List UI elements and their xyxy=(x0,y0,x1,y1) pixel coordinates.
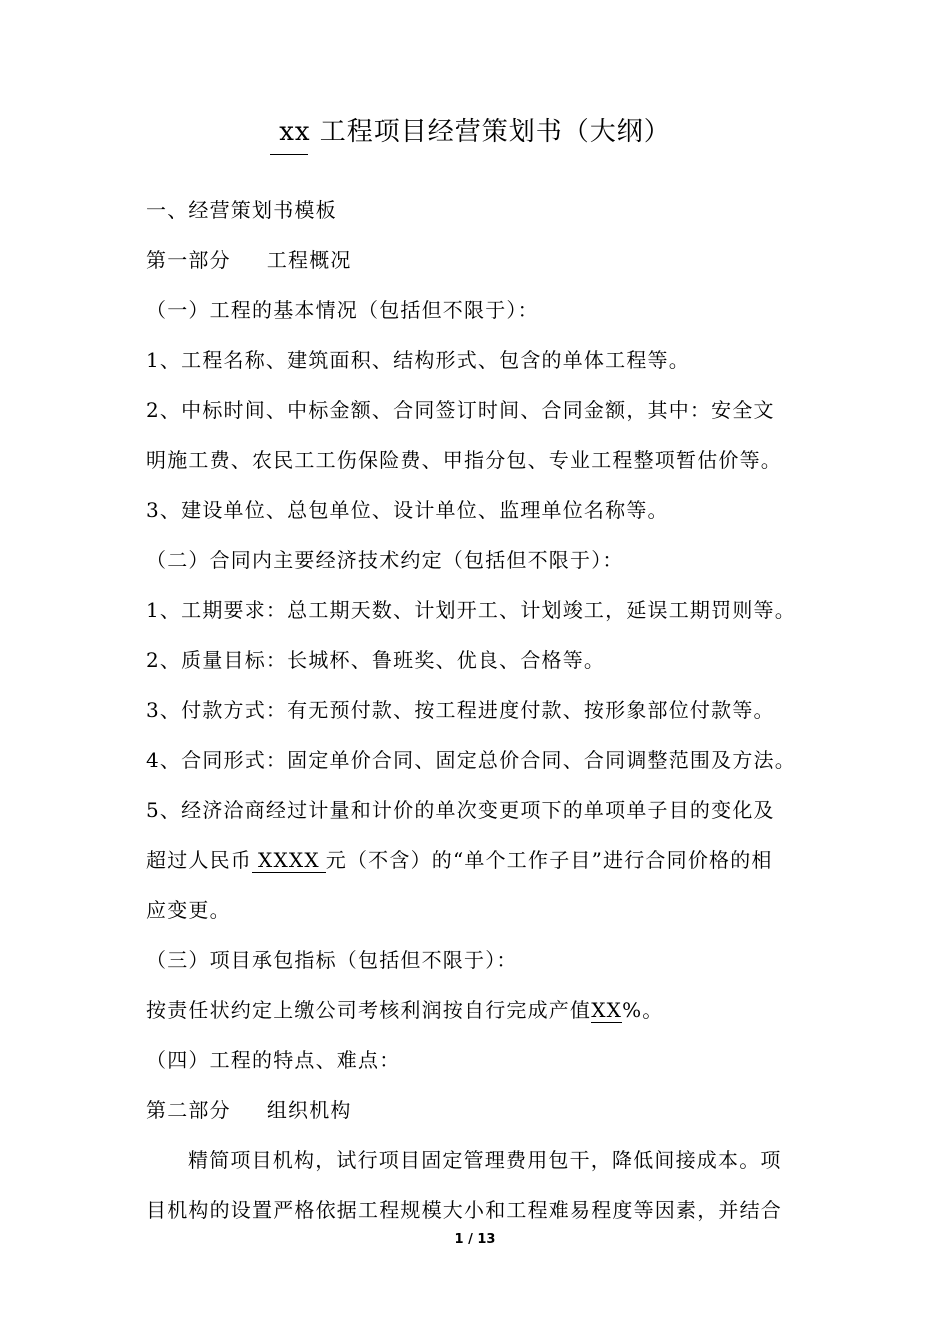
part-title: 组织机构 xyxy=(266,1098,352,1122)
list-item-continued xyxy=(146,846,816,874)
text-fragment: 按责任状约定上缴公司考核利润按自行完成产值 xyxy=(146,998,592,1022)
subsection-heading: （二）合同内主要经济技术约定（包括但不限于）： xyxy=(146,548,624,572)
list-item: 1、工程名称、建筑面积、结构形式、包含的单体工程等。 xyxy=(146,348,690,372)
list-item: 1、工期要求：总工期天数、计划开工、计划竣工，延误工期罚则等。 xyxy=(146,598,796,622)
list-item-continued: 应变更。 xyxy=(146,898,231,922)
list-item: 3、付款方式：有无预付款、按工程进度付款、按形象部位付款等。 xyxy=(146,698,775,722)
text-fragment: 超过人民币 xyxy=(146,848,252,872)
percent-blank: XX xyxy=(591,998,623,1022)
list-item: 2、质量目标：长城杯、鲁班奖、优良、合格等。 xyxy=(146,648,606,672)
subsection-heading: （四）工程的特点、难点： xyxy=(146,1048,401,1072)
list-item-continued: 明施工费、农民工工伤保险费、甲指分包、专业工程整项暂估价等。 xyxy=(146,448,782,472)
list-item: 5、经济洽商经过计量和计价的单次变更项下的单项单子目的变化及 xyxy=(146,798,775,822)
list-item: 2、中标时间、中标金额、合同签订时间、合同金额，其中：安全文 xyxy=(146,398,775,422)
part-heading xyxy=(146,1096,816,1124)
title-underline xyxy=(270,154,308,155)
part-title: 工程概况 xyxy=(266,248,352,272)
section-heading: 一、经营策划书模板 xyxy=(146,198,337,222)
page-number: 1 / 13 xyxy=(454,1232,496,1247)
document-title: xx 工程项目经营策划书（大纲） xyxy=(279,117,671,147)
paragraph-line: 精简项目机构，试行项目固定管理费用包干，降低间接成本。项 xyxy=(188,1148,782,1172)
paragraph-line: 目机构的设置严格依据工程规模大小和工程难易程度等因素，并结合 xyxy=(146,1198,782,1222)
list-item: 3、建设单位、总包单位、设计单位、监理单位名称等。 xyxy=(146,498,669,522)
part-label: 第二部分 xyxy=(146,1098,231,1122)
part-label: 第一部分 xyxy=(146,248,231,272)
subsection-heading: （一）工程的基本情况（包括但不限于）： xyxy=(146,298,539,322)
text-fragment: 元（不含）的“单个工作子目”进行合同价格的相 xyxy=(325,848,773,872)
paragraph-line xyxy=(146,996,816,1024)
text-fragment: %。 xyxy=(622,998,664,1022)
amount-blank: XXXX xyxy=(252,848,326,873)
part-heading xyxy=(146,246,816,274)
subsection-heading: （三）项目承包指标（包括但不限于）： xyxy=(146,948,518,972)
list-item: 4、合同形式：固定单价合同、固定总价合同、合同调整范围及方法。 xyxy=(146,748,796,772)
